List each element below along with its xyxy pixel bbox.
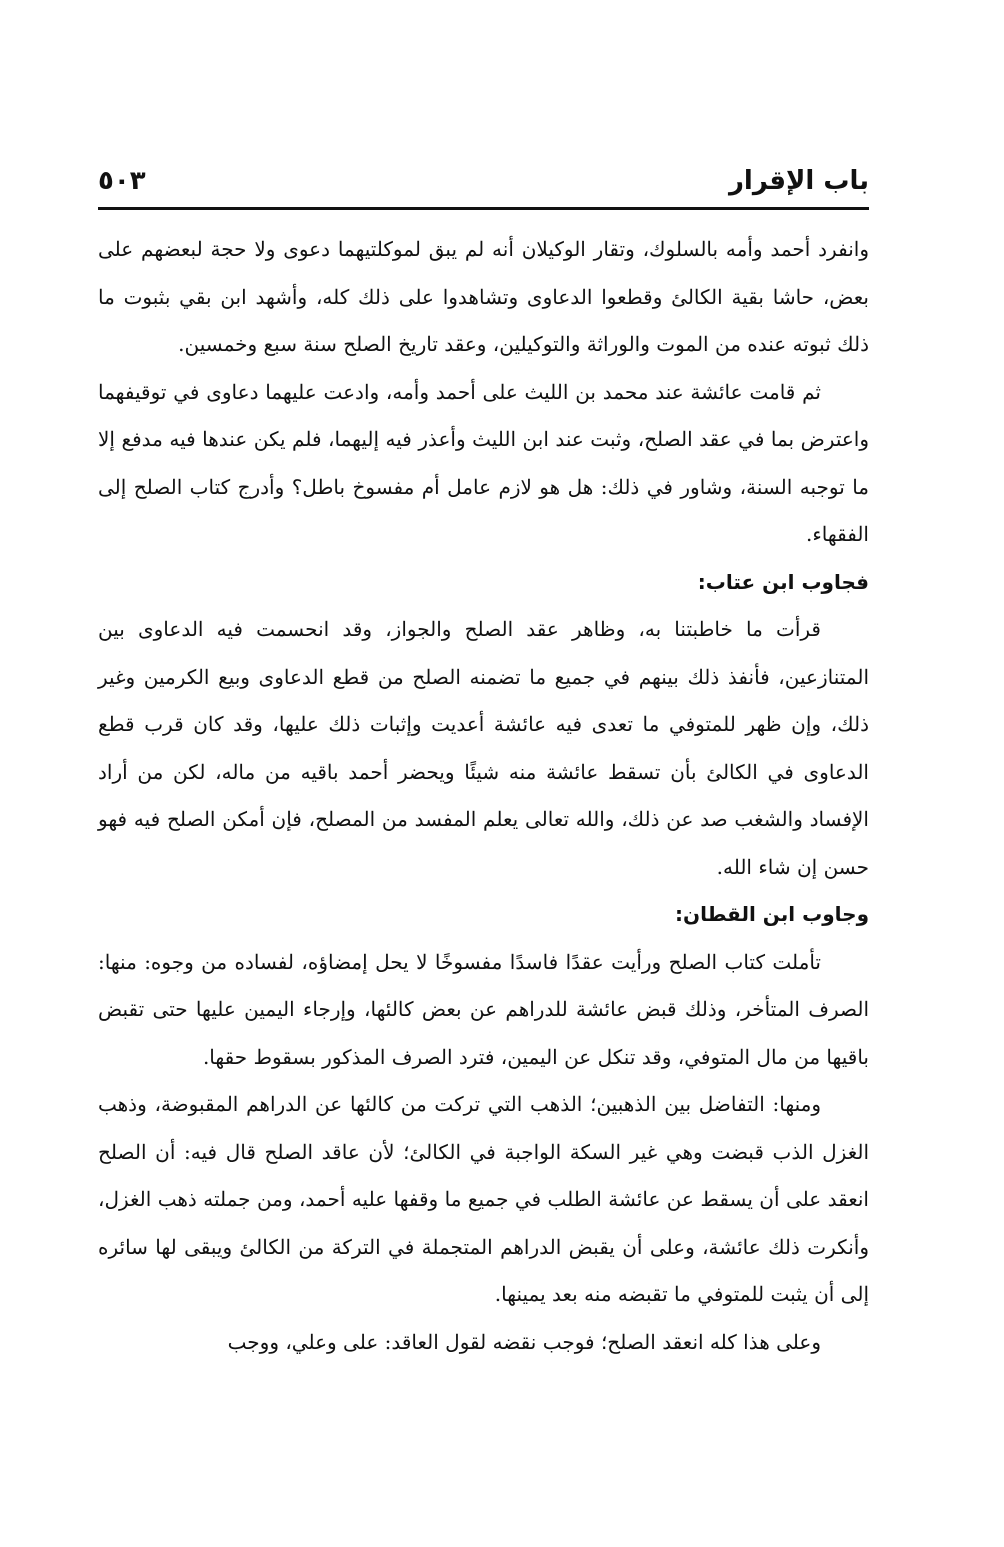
page-header [98,160,869,206]
paragraph-5: ومنها: التفاضل بين الذهبين؛ الذهب التي تركت من كالئها عن الدراهم المقبوضة، وذهب الغزل الذب قبضت وهي غير السكة الواجبة في الكالئ؛ لأن عاقد الصلح قال فيه: أن الصلح انعقد على أن يسقط عن عائشة الطلب في جميع ما وقفها عليه أحمد، ومن جملته ذهب الغزل، وأنكرت ذلك عائشة، وعلى أن يقبض الدراهم المتجملة في التركة من الكالئ ويبقى لها سائره إلى أن يثبت للمتوفي ما تقبضه منه بعد يمينها. [98,1092,869,1306]
header-rule [98,207,869,210]
paragraph-3: قرأت ما خاطبتنا به، وظاهر عقد الصلح والجواز، وقد انحسمت فيه الدعاوى بين المتنازعين، فأنفذ ذلك بينهم في جميع ما تضمنه الصلح من قطع الدعاوى وبيع الكرمين وغير ذلك، وإن ظهر للمتوفي ما تعدى فيه عائشة أعديت وإثبات ذلك عليها، وقد كان قرب قطع الدعاوى في الكالئ بأن تسقط عائشة منه شيئًا ويحضر أحمد باقيه من ماله، لكن من أراد الإفساد والشغب صد عن ذلك، والله تعالى يعلم المفسد من المصلح، فإن أمكن الصلح فيه فهو حسن إن شاء الله. [98,617,869,879]
page-body [98,226,869,1366]
paragraph-6: وعلى هذا كله انعقد الصلح؛ فوجب نقضه لقول العاقد: على وعلي، ووجب [227,1329,821,1354]
section-heading-ibn-attab: فجاوب ابن عتاب: [697,569,869,594]
page-number: ٥٠٣ [98,166,146,196]
section-heading-ibn-al-qattan: وجاوب ابن القطان: [675,902,869,926]
paragraph-4: تأملت كتاب الصلح ورأيت عقدًا فاسدًا مفسوخًا لا يحل إمضاؤه، لفساده من وجوه: منها: الصرف المتأخر، وذلك قبض عائشة للدراهم عن بعض كالئها، وإرجاء اليمين عليها حتى تقبض باقيها من مال المتوفي، وقد تنكل عن اليمين، فترد الصرف المذكور بسقوط حقها. [98,949,869,1069]
paragraph-1: وانفرد أحمد وأمه بالسلوك، وتقار الوكيلان أنه لم يبق لموكلتيهما دعوى ولا حجة لبعضهم على بعض، حاشا بقية الكالئ وقطعوا الدعاوى وتشاهدوا على ذلك كله، وأشهد ابن بقي بثبوت ما ذلك ثبوته عنده من الموت والوراثة والتوكيلين، وعقد تاريخ الصلح سنة سبع وخمسين. [98,237,869,356]
chapter-title: باب الإقرار [728,166,869,196]
paragraph-2: ثم قامت عائشة عند محمد بن الليث على أحمد وأمه، وادعت عليهما دعاوى في توقيفهما واعترض بما في عقد الصلح، وثبت عند ابن الليث وأعذر فيه إليهما، فلم يكن عندها فيه مدفع إلا ما توجبه السنة، وشاور في ذلك: هل هو لازم عامل أم مفسوخ باطل؟ وأدرج كتاب الصلح إلى الفقهاء. [98,379,869,546]
